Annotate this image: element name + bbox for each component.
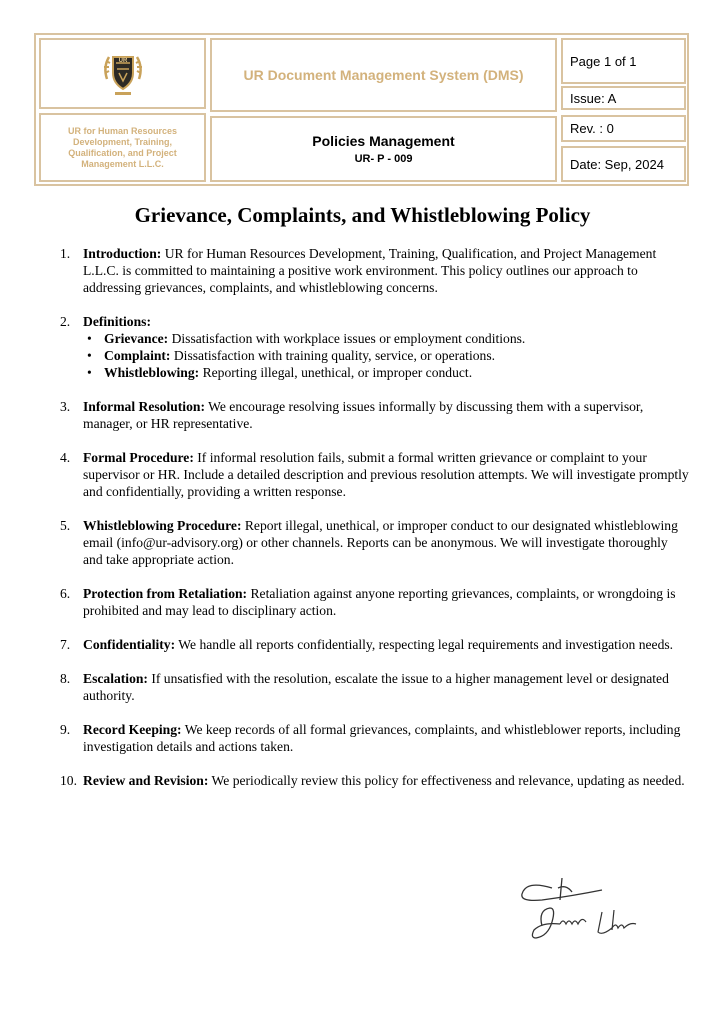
- handwritten-signature: [512, 866, 642, 946]
- document-title: Grievance, Complaints, and Whistleblowing Policy: [134, 203, 591, 227]
- definition-item: • Complaint: Dissatisfaction with training quality, service, or operations.: [83, 347, 690, 364]
- page-number: Page 1 of 1: [561, 38, 686, 84]
- list-item: 7. Confidentiality: We handle all reports confidentially, respecting legal requirements and investigation needs.: [60, 637, 674, 652]
- list-item: 6. Protection from Retaliation: Retaliation against anyone reporting grievances, complaints, or wrongdoing is prohibited and may lead to disciplinary action.: [60, 586, 676, 618]
- list-item: 10. Review and Revision: We periodically review this policy for effectiveness and relevance, updating as needed.: [60, 773, 685, 788]
- list-item: 3. Informal Resolution: We encourage resolving issues informally by discussing them with a supervisor, manager, or HR representative.: [60, 399, 644, 431]
- issue-number: Issue: A: [561, 86, 686, 110]
- list-item: 5. Whistleblowing Procedure: Report illegal, unethical, or improper conduct to our designated whistleblowing email (info@ur-advisory.org) or other channels. Reports can be anonymous. We will investigate thoroughly and take appropriate action.: [60, 518, 678, 567]
- svg-text:UR: UR: [118, 57, 127, 64]
- dms-title: UR Document Management System (DMS): [210, 38, 557, 112]
- definition-item: • Grievance: Dissatisfaction with workplace issues or employment conditions.: [83, 330, 690, 347]
- document-date: Date: Sep, 2024: [561, 146, 686, 182]
- list-item: 9. Record Keeping: We keep records of all formal grievances, complaints, and whistleblower reports, including investigation details and actions taken.: [60, 722, 681, 754]
- definitions-list: [83, 330, 690, 381]
- list-item: 4. Formal Procedure: If informal resolution fails, submit a formal written grievance or complaint to your supervisor or HR. Include a detailed description and previous resolution attempts. We will investigate promptly and confidentially, providing a written response.: [60, 450, 689, 499]
- company-name: UR for Human Resources Development, Training, Qualification, and Project Management L.L.C.: [39, 113, 206, 182]
- revision-number: Rev. : 0: [561, 115, 686, 142]
- list-item: 1. Introduction: UR for Human Resources Development, Training, Qualification, and Project Management L.L.C. is committed to maintaining a positive work environment. This policy outlines our approach to addressing grievances, complaints, and whistleblowing concerns.: [60, 246, 657, 295]
- list-item: 2. Definitions: • Grievance: Dissatisfaction with workplace issues or employment conditions. • Complaint: Dissatisfaction with training quality, service, or operations. • Whistleblowing: Reporting illegal, unethical, or improper conduct.: [60, 313, 690, 381]
- policy-content: [60, 245, 690, 789]
- logo-cell: [39, 38, 206, 109]
- document-header: [34, 33, 689, 186]
- section-title: Policies Management: [312, 133, 455, 149]
- policies-management-cell: [210, 116, 557, 182]
- definition-item: • Whistleblowing: Reporting illegal, unethical, or improper conduct.: [83, 364, 690, 381]
- company-logo-icon: [101, 49, 145, 99]
- list-item: 8. Escalation: If unsatisfied with the resolution, escalate the issue to a higher management level or designated authority.: [60, 671, 669, 703]
- policy-code: UR- P - 009: [354, 153, 413, 165]
